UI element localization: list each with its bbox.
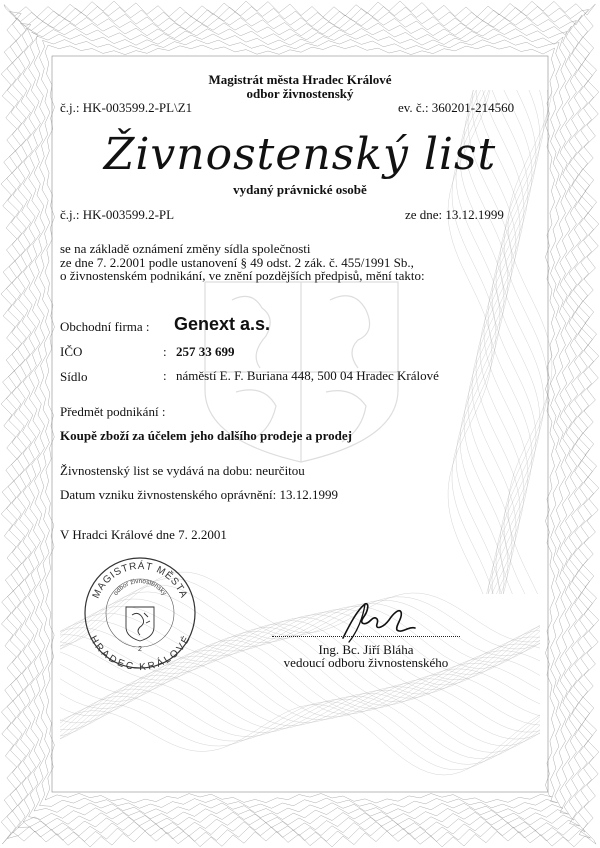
signature-line: [272, 636, 460, 637]
signer-name: Ing. Bc. Jiří Bláha: [318, 642, 414, 657]
business-subject-value: Koupě zboží za účelem jeho dalšího prodeje a prodej: [60, 428, 353, 443]
stamp-inner-text: odbor živnostenský: [112, 577, 168, 597]
intro-line-2: ze dne 7. 2.2001 podle ustanovení § 49 odst. 2 zák. č. 455/1991 Sb.,: [60, 255, 414, 270]
validity-line: Živnostenský list se vydává na dobu: neurčitou: [60, 463, 305, 478]
origin-date-line: Datum vzniku živnostenského oprávnění: 13.12.1999: [60, 487, 339, 502]
stamp-shield-icon: [126, 607, 154, 641]
signer-role: vedoucí odboru živnostenského: [283, 655, 449, 670]
issuer-department: odbor živnostenský: [246, 86, 354, 101]
business-subject-label: Předmět podnikání :: [60, 404, 166, 419]
issuer-name: Magistrát města Hradec Králové: [208, 72, 392, 87]
intro-line-3: o živnostenském podnikání, ve znění pozdějších předpisů, mění takto:: [60, 268, 425, 283]
ico-colon: :: [163, 344, 167, 359]
firm-name: Genext a.s.: [174, 314, 271, 334]
registration-number: ev. č.: 360201-214560: [398, 100, 515, 115]
ico-value: 257 33 699: [176, 344, 235, 359]
place-and-date: V Hradci Králové dne 7. 2.2001: [60, 527, 227, 542]
stamp-bottom-text: HRADEC KRÁLOVÉ: [87, 633, 193, 671]
firm-label: Obchodní firma :: [60, 319, 150, 334]
reference-number: č.j.: HK-003599.2-PL\Z1: [60, 100, 193, 115]
reference-date: ze dne: 13.12.1999: [405, 207, 504, 222]
seat-colon: :: [163, 368, 167, 383]
intro-line-1: se na základě oznámení změny sídla společnosti: [60, 241, 311, 256]
ico-label: IČO: [60, 344, 83, 359]
stamp-number: 2: [138, 646, 142, 653]
document-subtitle: vydaný právnické osobě: [233, 182, 367, 197]
official-stamp: [82, 555, 198, 671]
svg-text:odbor živnostenský: [112, 578, 168, 598]
security-border: [1, 1, 599, 847]
handwritten-signature: [335, 598, 425, 646]
seat-value: náměstí E. F. Buriana 448, 500 04 Hradec Králové: [176, 368, 439, 383]
reference-number-2: č.j.: HK-003599.2-PL: [60, 207, 175, 222]
seat-label: Sídlo: [60, 369, 88, 384]
document-title: Živnostenský list: [103, 129, 497, 180]
stamp-top-text: MAGISTRÁT MĚSTA: [90, 560, 190, 601]
